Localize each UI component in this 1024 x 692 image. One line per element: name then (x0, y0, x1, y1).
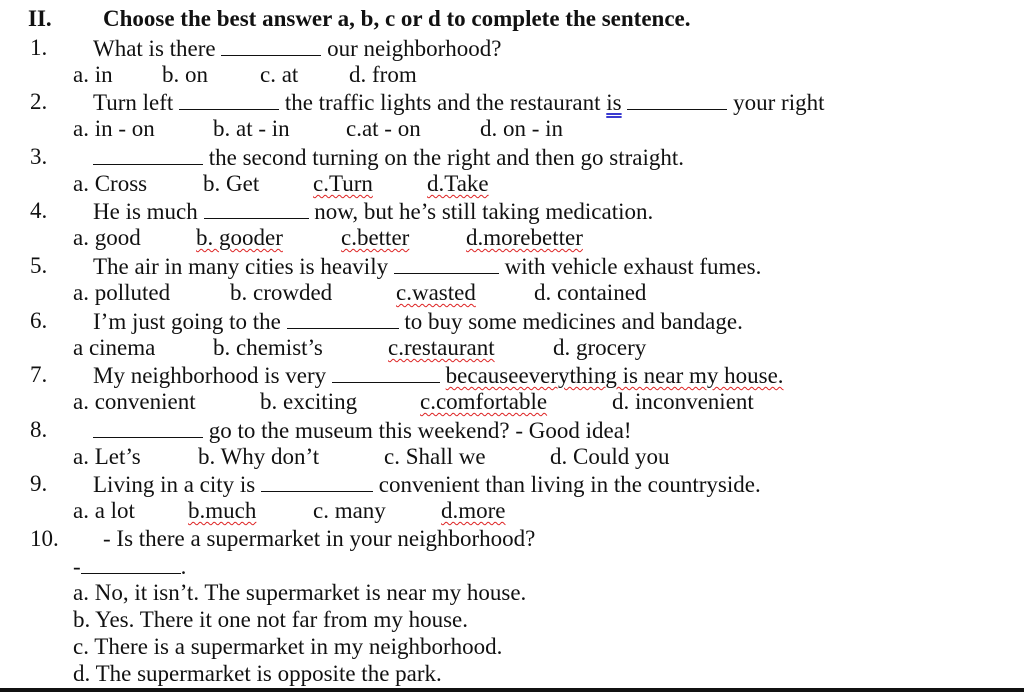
option-d: d.Take (427, 171, 489, 196)
option-a: a. Cross (73, 171, 148, 196)
question-stem (93, 308, 743, 334)
question-number: 9. (30, 471, 48, 496)
stem-after: your right (733, 90, 825, 115)
question-number: 1. (30, 35, 48, 60)
question-number: 10. (30, 526, 59, 551)
stem-after: go to the museum this weekend? - Good idea! (208, 418, 632, 443)
option-a: a. good (73, 225, 141, 250)
option-c: c.Turn (313, 171, 373, 196)
question-stem (93, 144, 684, 170)
question-number: 4. (30, 198, 48, 223)
option-a: a. polluted (73, 280, 171, 305)
option-c: c. many (313, 498, 386, 523)
option-d: d. from (349, 62, 417, 87)
question-stem (93, 35, 502, 61)
option-c: c.comfortable (420, 389, 548, 414)
option-d: d. on - in (480, 116, 564, 141)
section-number: II. (28, 6, 52, 31)
stem-middle: the traffic lights and the restaurant (284, 90, 601, 115)
option-b: b. crowded (230, 280, 333, 305)
option-d: d.more (441, 498, 506, 523)
option-b: b. Yes. There it one not far from my house. (73, 607, 468, 632)
option-a: a. a lot (73, 498, 135, 523)
question-number: 5. (30, 253, 48, 278)
answer-blank (179, 89, 279, 110)
option-a: a. No, it isn’t. The supermarket is near my house. (73, 580, 527, 605)
option-b: b. on (162, 62, 208, 87)
option-d: d. The supermarket is opposite the park. (73, 661, 442, 686)
bottom-rule (0, 688, 1024, 692)
question-stem (93, 417, 632, 443)
question-number: 7. (30, 362, 48, 387)
option-a: a. Let’s (73, 444, 141, 469)
stem-after: convenient than living in the countryside. (378, 472, 761, 497)
option-a: a cinema (73, 335, 156, 360)
stem-before: The air in many cities is heavily (93, 254, 389, 279)
answer-blank (394, 253, 499, 274)
option-d: d. Could you (550, 444, 670, 469)
answer-blank (93, 417, 203, 438)
option-b: b. chemist’s (213, 335, 323, 360)
question-stem (93, 471, 761, 497)
answer-blank (627, 89, 727, 110)
option-c: c.at - on (346, 116, 421, 141)
question-stem (93, 253, 761, 279)
option-a: a. in (73, 62, 113, 87)
option-c: c.restaurant (388, 335, 495, 360)
stem-before: What is there (93, 36, 216, 61)
question-number: 6. (30, 308, 48, 333)
answer-blank (93, 144, 203, 165)
question-stem (93, 198, 653, 224)
option-a: a. in - on (73, 116, 155, 141)
stem-before: My neighborhood is very (93, 363, 327, 388)
stem-before: He is much (93, 199, 198, 224)
answer-blank (261, 471, 373, 492)
reply-period: . (180, 554, 187, 579)
option-d: d. grocery (553, 335, 647, 360)
option-b: b. Why don’t (198, 444, 320, 469)
option-d: d. contained (534, 280, 647, 305)
option-c: c. Shall we (384, 444, 486, 469)
option-b: b. Get (203, 171, 260, 196)
stem-after: becauseeverything is near my house. (445, 363, 784, 388)
answer-blank (287, 308, 399, 329)
question-stem (93, 362, 784, 388)
option-b: b. at - in (213, 116, 290, 141)
question-stem: - Is there a supermarket in your neighborhood? (103, 526, 536, 551)
option-c: c.better (341, 225, 410, 250)
grammar-flag-word: is (606, 90, 622, 115)
question-number: 3. (30, 144, 48, 169)
question-stem (93, 89, 824, 115)
option-d: d. inconvenient (612, 389, 754, 414)
option-c: c. at (260, 62, 299, 87)
reply-dash: - (73, 554, 81, 579)
option-b: b.much (188, 498, 257, 523)
answer-blank (332, 362, 440, 383)
stem-before: I’m just going to the (93, 309, 281, 334)
answer-blank (81, 553, 181, 574)
stem-after: with vehicle exhaust fumes. (504, 254, 762, 279)
option-a: a. convenient (73, 389, 196, 414)
reply-line (73, 553, 186, 579)
stem-after: the second turning on the right and then go straight. (208, 145, 684, 170)
stem-before: Turn left (93, 90, 174, 115)
question-number: 8. (30, 417, 48, 442)
stem-before: Living in a city is (93, 472, 256, 497)
stem-after: now, but he’s still taking medication. (314, 199, 654, 224)
stem-after: to buy some medicines and bandage. (404, 309, 743, 334)
answer-blank (221, 35, 321, 56)
section-instruction: Choose the best answer a, b, c or d to complete the sentence. (103, 6, 691, 31)
stem-after: our neighborhood? (327, 36, 502, 61)
option-d: d.morebetter (466, 225, 583, 250)
option-c: c.wasted (396, 280, 476, 305)
option-b: b. gooder (196, 225, 283, 250)
answer-blank (204, 198, 309, 219)
question-number: 2. (30, 89, 48, 114)
option-c: c. There is a supermarket in my neighborhood. (73, 634, 503, 659)
option-b: b. exciting (260, 389, 358, 414)
